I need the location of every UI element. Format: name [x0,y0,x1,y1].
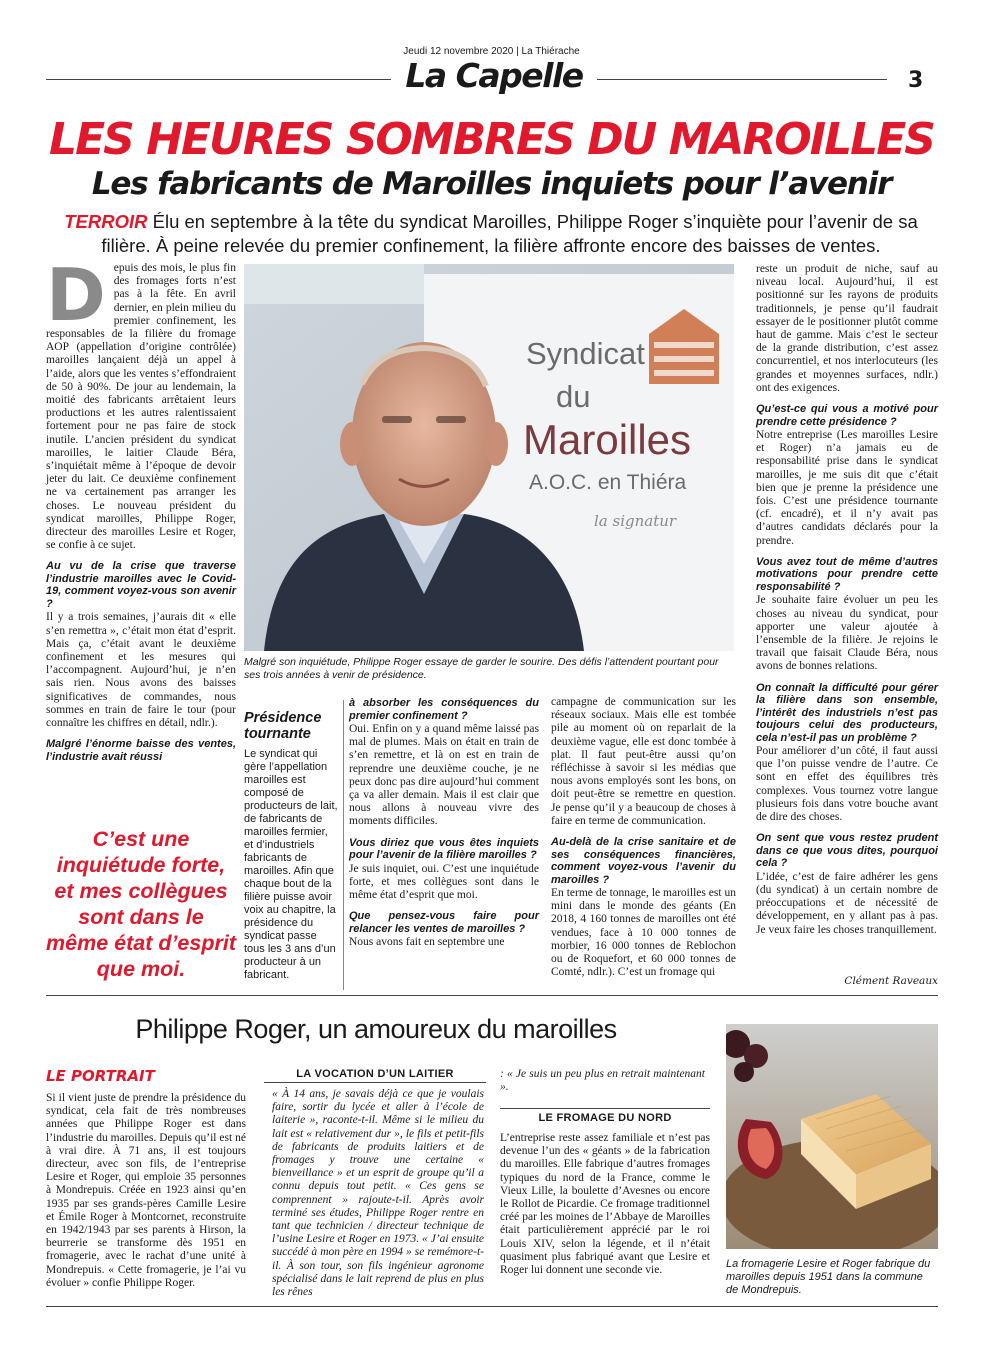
column-rule [343,700,344,990]
section-title: La Capelle [405,56,583,95]
photo-maroilles-cheese [726,1024,938,1249]
sign-line-4: A.O.C. en Thiéra [529,471,687,494]
answer: Oui. Enfin on y a quand même laissé pas mal de plumes. Mais on était en train de s’en remettre, et là on est en train de reprendre une deuxième couche, je ne peux donc pas dire aujourd’hui comment ça va aller demain. Mais il est clair que nous allons à nouveau vivre des moments difficiles. [349,723,539,828]
question: Vous diriez que vous êtes inquiets pour l’avenir de la filière maroilles ? [349,836,539,862]
question: Vous avez tout de même d’autres motivations pour prendre cette responsabilité ? [756,555,938,593]
main-photo [244,264,734,651]
subhead-vocation: LA VOCATION D’UN LAITIER [264,1068,486,1083]
dateline: Jeudi 12 novembre 2020 | La Thiérache [403,46,580,57]
page-number: 3 [908,68,924,93]
portrait-text: L’entreprise reste assez familiale et n’est pas devenue l’un des « géants » de la fabrication du maroilles. Elle fabrique d’autres fromages typiques du nord de la France, comme le Vieux Lille, la boulette d’Avesnes ou encore le Rollot de Picardie. Ce fromage traditionnel créé par les moines de l’Abbaye de Maroilles était particulièrement apprécié par le roi Louis XIV, selon la légende, et il n’était quasiment plus fabriqué avant que Lesire et Roger lui donnent une seconde vie. [500,1132,710,1277]
box-presidence [244,710,339,982]
headline: LES HEURES SOMBRES DU MAROILLES [49,114,934,165]
portrait-column-3-quote [500,1068,705,1102]
cheese-photo [726,1024,938,1249]
question: Qu’est-ce qui vous a motivé pour prendre cette présidence ? [756,403,938,428]
answer: Il y a trois semaines, j’aurais dit « elle s’en remettra », c’était mon état d’esprit. Mais ça, c’était avant le deuxième confinement et les mesures qui l’accompagnent. Aujourd’hui, je n’en sais rien. Nous avons des baisses significatives de commandes, nous sommes en train de faire le tour (pour connaître les chiffres en détail, ndlr.). [46,611,236,730]
photo-caption: Malgré son inquiétude, Philippe Roger essaye de garder le sourire. Des défis l’attendent pourtant pour ses trois années à venir de présidence. [244,656,719,681]
portrait-title: Philippe Roger, un amoureux du maroilles [135,1014,617,1044]
answer: reste un produit de niche, sauf au niveau local. Aujourd’hui, il est positionné sur les rayons de produits traditionnels, je pense qu’il faudrait essayer de le positionner plutôt comme haut de gamme. Mais c’est le secteur de la grande distribution, c’est assez concurrentiel, et nos interlocuteurs (les grandes et moyennes surfaces, ndlr.) ont des exigences. [756,263,938,394]
portrait-column-2 [272,1088,484,1307]
portrait-column-3 [500,1132,710,1285]
portrait-column-1 [46,1092,246,1298]
box-title: Présidence tournante [244,710,322,742]
answer: campagne de communication sur les réseaux sociaux. Mais elle est tombée pile au moment où on reparlait de la deuxième vague, elle est donc tombée à plat. Il faut peut-être aussi qu’on réfléchisse à savoir si les médias que nous avons employés sont les bons, on doit peut-être se remettre en question. Je pense qu’il y a beaucoup de choses à faire en terme de communication. [551,696,736,827]
column-5 [756,263,938,945]
masthead-rule-left [46,79,391,80]
column-4 [551,696,736,987]
kicker: TERROIR [64,211,148,232]
answer: Pour améliorer d’un côté, il faut aussi que l’on puisse vendre de l’autre. Ce sont en effet des équilibres très complexes. Vous tournez votre langue plusieurs fois dans votre bouche avant de dire des choses. [756,745,938,824]
answer: Nous avons fait en septembre une [349,936,505,949]
portrait-text: Si il vient juste de prendre la présidence du syndicat, cela fait de très nombreuses années que Philippe Roger est dans l’industrie du maroilles. Depuis qu’il est né à vrai dire. À 71 ans, il est toujours directeur, avec son fils, de l’entreprise Lesire et Roger, qui emploie 35 personnes à Mondrepuis. Créée en 1923 ainsi qu’en 1935 par ses grands-pères Camille Lesire et Émile Roger à Montcornet, reconstruite en 1942/1943 par ses parents à Hirson, la beurrerie se transforme dès 1951 en fromagerie, avec le rachat d’une unité à Mondrepuis. « Cette fromagerie, je l’ai vu évoluer » confie Philippe Roger. [46,1092,246,1289]
page-bottom-rule [46,1306,938,1307]
signature: Clément Raveaux [844,975,938,987]
answer: Je suis inquiet, oui. C’est une inquiétude forte, et mes collègues sont dans le même état d’esprit que moi. [349,862,539,902]
column-1 [46,253,236,764]
subheadline: Les fabricants de Maroilles inquiets pour l’avenir [91,166,892,202]
portrait-text: « À 14 ans, je savais déjà ce que je voulais faire, sortir du lycée et aller à l’école de laiterie », raconte-t-il. Même si le milieu du lait est « relativement dur », le fils et petit-fils de fabricants de produits laitiers et de fromages y trouve une certaine « bienveillance » et un esprit de groupe qu’il a connu depuis tout petit. « Ces gens se comprennent » rajoute-t-il. Après avoir terminé ses études, Philippe Roger rentre en tant que technicien / directeur technique de l’usine Lesire et Roger en 1973. « J’ai ensuite succédé à mon père en 1994 » se remémore-t-il. À son tour, son fils ingénieur agronome spécialisé dans le lait reprend de plus en plus les rênes [272,1088,484,1299]
answer: En terme de tonnage, le maroilles est un mini dans le monde des géants (En 2018, 4 160 tonnes de maroilles ont été vendues, face à 10 000 tonnes de morbier, 16 000 tonnes de Reblochon ou de Roquefort, et 60 000 tonnes de Comté, ndlr.). C’est un fromage qui [551,887,736,979]
question: On connaît la difficulté pour gérer la filière dans son ensemble, l’intérêt des industriels n’est pas toujours celui des producteurs, cela n’est-il pas un problème ? [756,681,938,744]
masthead-rule-right [597,79,887,80]
column-3 [349,697,539,957]
question: On sent que vous restez prudent dans ce que vous dites, pourquoi cela ? [756,832,938,870]
chapo [46,210,936,258]
drop-cap: D [46,253,106,337]
subhead-fromage: LE FROMAGE DU NORD [500,1108,710,1124]
portrait-quote: : « Je suis un peu plus en retrait maintenant ». [500,1068,705,1094]
sign-line-1: Syndicat [526,336,645,371]
sign-line-5: la signatur [594,512,677,530]
chapo-text: Élu en septembre à la tête du syndicat Maroilles, Philippe Roger s’inquiète pour l’avenir de sa filière. À peine relevée du premier confinement, la filière affronte encore des baisses de ventes. [101,211,918,256]
question: Au-delà de la crise sanitaire et de ses conséquences financières, comment voyez-vous l’avenir du maroilles ? [551,836,736,886]
question: à absorber les conséquences du premier confinement ? [349,697,539,722]
pull-quote: C’est une inquiétude forte, et mes collègues sont dans le même état d’esprit que moi. [46,827,236,981]
sign-line-3: Maroilles [523,416,692,463]
portrait-label: LE PORTRAIT [46,1067,155,1085]
box-text: Le syndicat qui gère l’appellation maroilles est composé de producteurs de lait, de fabricants de maroilles fermier, et d’industriels fabricants de maroilles. Afin que chaque bout de la filière puisse avoir voix au chapitre, la présidence du syndicat passe tous les 3 ans d’un producteur à un fabricant. [244,748,338,981]
answer: L’idée, c’est de faire adhérer les gens (du syndicat) à un certain nombre de préoccupations et de nécessité de développement, en y allant pas à pas. Je veux faire les choses tranquillement. [756,870,938,936]
section-divider [46,995,938,996]
photo-philippe-roger [244,264,734,651]
sign-line-2: du [556,379,591,414]
cheese-caption: La fromagerie Lesire et Roger fabrique du maroilles depuis 1951 dans la commune de Mondrepuis. [726,1258,931,1296]
question: Malgré l’énorme baisse des ventes, l’industrie avait réussi [46,738,236,763]
question: Au vu de la crise que traverse l’industrie maroilles avec le Covid-19, comment voyez-vous son avenir ? [46,560,236,610]
answer: Je souhaite faire évoluer un peu les choses au niveau du syndicat, pour apporter une valeur ajoutée à l’ensemble de la filière. Je rejoins le travail que faisait Claude Béra, nous avons de bonnes relations. [756,594,938,673]
intro-text: epuis des mois, le plus fin des fromages forts n’est pas à la fête. En avril dernier, en plein milieu du premier confinement, les responsables de la filière du fromage AOP (appellation d’origine contrôlée) maroilles lançaient déjà un appel à l’aide, alors que les ventes s’effondraient de 50 à 90%. De jour au lendemain, la moitié des fabricants arrêtaient leurs productions et les autres ralentissaient fortement pour ne pas faire de stock inutile. L’ancien président du syndicat maroilles, le laitier Claude Béra, s’inquiétait même à l’époque de devoir jeter du lait. Ce deuxième confinement ne va certainement pas arranger les choses. Le nouveau président du syndicat maroilles, Philippe Roger, directeur des maroilles Lesire et Roger, se confie à ce sujet. [46,262,236,552]
question: Que pensez-vous faire pour relancer les ventes de maroilles ? [349,910,539,935]
answer: Notre entreprise (Les maroilles Lesire et Roger) n’a jamais eu de responsabilité prise dans le syndicat maroilles, je me suis dit que c’était bien que je prenne la présidence une fois. C’est une présidence tournante (cf. encadré), et il n’y avait pas d’autres candidats déclarés pour la prendre. [756,429,938,547]
